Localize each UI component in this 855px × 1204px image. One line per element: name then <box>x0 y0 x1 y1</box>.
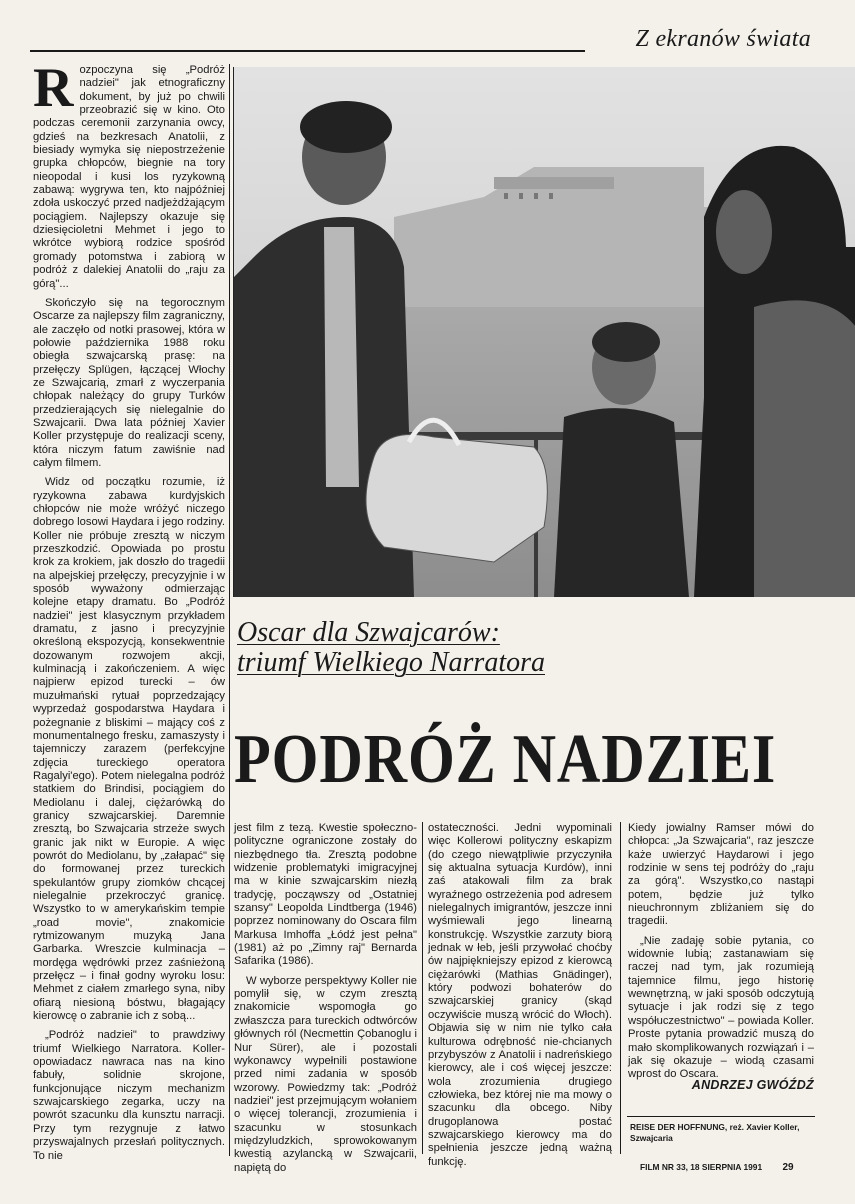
issue-info: FILM NR 33, 18 SIERPNIA 1991 <box>640 1162 763 1172</box>
film-still-illustration <box>234 67 855 597</box>
subtitle-line-1: Oscar dla Szwajcarów: <box>237 617 500 648</box>
lead-paragraph: Rozpoczyna się „Podróż nadziei" jak etnograficzny dokument, by już po chwili przeobrazić się w kino. Oto podczas ceremonii zarzynania owcy, gdzieś na bezkresach Anatolii, z biesiady wymyka się niepostrzeżenie grupka chłopców, biegnie na tory nieopodal i kusi los ryzykowną zabawą: wygrywa ten, kto najpóźniej zdoła uskoczyć przed nadjeżdżającym pociągiem. Najlepszy okazuje się dziesięcioletni Mehmet i jego to wkrótce wybiorą rodzice spośród gromady potomstwa i zabiorą w podróż z dalekiej Anatolii do „raju za górą"... <box>33 57 225 290</box>
column-separator <box>229 64 230 1156</box>
column-separator <box>422 822 423 1154</box>
caption-rule <box>627 1116 815 1117</box>
paragraph: ostateczności. Jedni wypominali więc Kollerowi polityczny eskapizm (do czego niewątpliwie przyczyniła się aktualna sytuacja Kurdów), inni zaś atakowali film za brak wyraźnego ostrzeżenia pod adresem nielegalnych imigrantów, jeszcze inni wyśmiewali jego linearną konstrukcję. Wszystkie zarzuty biorą jednak w łeb, jeśli przywołać choćby ów najpiękniejszy epizod z kierowcą ciężarówki (Mathias Gnädinger), który podwozi bohaterów do szwajcarskiej granicy (skąd oczywiście muszą wrócić do Włoch). Objawia się w nim nie tylko cała kulturowa odrębność nie-chcianych przybyszów z Anatolii i nadreńskiego kierowcy, ale i coś więcej jeszcze: wola zrozumienia drugiego człowieka, bez której nie ma mowy o szacunku dla obcego. Niby drugoplanowa postać szwajcarskiego kierowcy ma do spełnienia jeszcze jedną ważną funkcję. <box>428 822 612 1168</box>
photo-caption: REISE DER HOFFNUNG, reż. Xavier Koller, Szwajcaria <box>630 1122 800 1143</box>
article-column-bottom-1 <box>234 822 417 1174</box>
article-title: PODRÓŻ NADZIEI <box>234 721 777 798</box>
article-column-bottom-2 <box>428 822 612 1168</box>
header-rule <box>30 50 585 52</box>
article-column-bottom-3 <box>628 822 814 1112</box>
paragraph: „Nie zadaję sobie pytania, co widownie lubią; zastanawiam się raczej nad tym, jak rozumieją tajemnice filmu, jego historię wewnętrzną, w jaki sposób odczytują sytuacje i jak rodzi się z tego współuczestnictwo" – powiada Koller. Proste pytania prowadzić muszą do mało skomplikowanych rozwiązań i – jak się okazuje – wiodą czasami wprost do Oscara. <box>628 934 814 1081</box>
paragraph: jest film z tezą. Kwestie społeczno-polityczne ograniczone zostały do niezbędnego tła. Zresztą podobne widzenie problematyki imigracyjnej ma w kinie szwajcarskim niezłą tradycję, począwszy od „Ostatniej szansy" Leopolda Lindtberga (1946) poprzez nominowany do Oscara film Markusa Imhoffa „Łódź jest pełna" (1981) aż po „Zimny raj" Bernarda Safarika (1986). <box>234 822 417 968</box>
page-number: 29 <box>782 1162 794 1173</box>
author-byline: ANDRZEJ GWÓŹDŹ <box>691 1078 814 1092</box>
column-separator <box>620 822 621 1154</box>
article-column-left <box>33 57 225 1162</box>
section-title: Z ekranów świata <box>635 26 811 52</box>
paragraph: Widz od początku rozumie, iż ryzykowna zabawa kurdyjskich chłopców nie może wróżyć niczego dobrego losowi Haydara i jego rodziny. Koller nie próbuje zresztą w niczym przeszkodzić. Opowiada po prostu krok za krokiem, jak doszło do tragedii na alpejskiej przełęczy, precyzyjnie i w sposób wyważony odmierzając kolejne etapy dramatu. Bo „Podróż nadziei" jest klasycznym przykładem dramatu, z jasno i precyzyjnie określoną ekspozycją, konsekwentnie dozowanym rozwojem akcji, kulminacją i zakończeniem. A więc najpierw epizod turecki – ów muzułmański rytuał poprzedzający wyprzedaż gospodarstwa Haydara i pożegnanie z bliskimi – mający coś z monumentalnego fresku, zamaszysty i tajemniczy zarazem (perfekcyjne zdjęcia tureckiego operatora Ragalyi'ego). Potem nielegalna podróż statkiem do Brindisi, pociągiem do Mediolanu i dalej, ciężarówką do granicy szwajcarskiej. Daremnie zresztą, bo Szwajcaria strzeże swych granic jak nikt w Europie. A więc powrót do Mediolanu, by „załapać" się do formowanej przez tureckich spekulantów grupy ziomków chcącej nielegalnie przekroczyć granicę. Wszystko to w amerykańskim tempie „road movie", znakomicie rytmizowanym muzyką Jana Garbarka. Wreszcie kulminacja – mordęga wędrówki przez zaśnieżoną przełęcz – i finał godny wyroku losu: Mehmet z ciałem zmarłego syna, niby ofiarą niesioną bóstwu, błagający kierowcę o zabranie ich z sobą... <box>33 476 225 1023</box>
article-subtitle <box>237 618 657 678</box>
paragraph: Skończyło się na tegorocznym Oscarze za najlepszy film zagraniczny, ale zaczęło od notki prasowej, która w połowie października 1988 roku obiegła szwajcarską prasę: na przełęczy Splügen, łączącej Włochy ze Szwajcarią, zmarł z wyczerpania chłopak należący do grupy Turków przedzierających się nielegalnie do Szwajcarii. Dwa lata później Xavier Koller przystępuje do realizacji sceny, która niczym fatum zawiśnie nad całym filmem. <box>33 296 225 469</box>
paragraph: Kiedy jowialny Ramser mówi do chłopca: „Ja Szwajcaria", raz jeszcze każe uwierzyć Haydarowi i jego rodzinie w sens tej podróży do „raju za górą". Wszystko,co nastąpi potem, będzie już tylko nieuchronnym zbliżaniem się do tragedii. <box>628 822 814 928</box>
paragraph: W wyborze perspektywy Koller nie pomylił się, w czym zresztą znakomicie wspomogła go zwłaszcza para tureckich odtwórców głównych ról (Necmettin Çobanoglu i Nur Sürer), ale i pozostali wykonawcy wypełnili postawione przed nimi zadania w sposób wzorowy. Powiedzmy tak: „Podróż nadziei" jest przejmującym wołaniem o więcej tolerancji, zrozumienia i szacunku w stosunkach międzyludzkich, sprowokowanym kwestią azylancką w Szwajcarii, napiętą do <box>234 974 417 1174</box>
paragraph: „Podróż nadziei" to prawdziwy triumf Wielkiego Narratora. Koller-opowiadacz nawraca nas na kino fabuły, solidnie skrojone, funkcjonujące niczym mechanizm szwajcarskiego zegarka, uczy na powrót szacunku dla kunsztu narracji. Przy tym rezygnuje z łatwo przyswajalnych przesłań politycznych. To nie <box>33 1029 225 1162</box>
subtitle-line-2: triumf Wielkiego Narratora <box>237 647 545 678</box>
page-footer <box>640 1162 820 1173</box>
film-still-photo <box>233 67 855 597</box>
drop-cap: R <box>33 57 74 119</box>
